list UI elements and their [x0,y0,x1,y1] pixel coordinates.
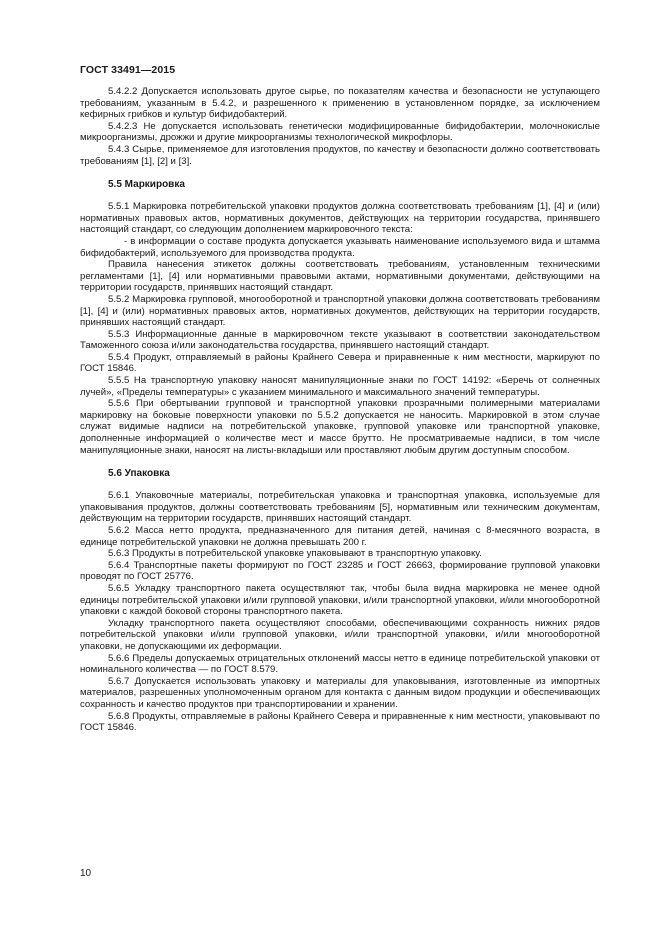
section-heading-marking: 5.5 Маркировка [108,179,185,191]
paragraph-5-6-8: 5.6.8 Продукты, отправляемые в районы Крайнего Севера и приравненные к ним местности, упаковывают по ГОСТ 15846. [80,710,600,734]
paragraph-label-rules: Правила нанесения этикеток должны соответствовать требованиям, установленным техническими регламентами [1], [4] или нормативными правовыми актами, нормативными документами, действующими на территории государств, принявших настоящий стандарт. [80,259,600,294]
paragraph-5-4-2-2: 5.4.2.2 Допускается использовать другое сырье, по показателям качества и безопасности не уступающего требованиям, указанным в 5.4.2, и разрешенного к применению в установленном порядке, за исключением кефирных грибков и культур бифидобактерий. [80,86,600,121]
document-header: ГОСТ 33491—2015 [80,64,176,76]
paragraph-5-6-1: 5.6.1 Упаковочные материалы, потребительская упаковка и транспортная упаковка, используемые для упаковывания продуктов, должны соответствовать требованиям [5], нормативным или техническим документам, действующим на территории государств, принявших настоящий стандарт. [80,490,600,525]
paragraph-5-5-2: 5.5.2 Маркировка групповой, многооборотной и транспортной упаковки должна соответствовать требованиям [1], [4] и (или) нормативных правовых актов, нормативных документов, действующих на территории государств, принявших настоящий стандарт. [80,293,600,329]
page-number: 10 [80,868,92,879]
paragraph-5-5-1: 5.5.1 Маркировка потребительской упаковки продуктов должна соответствовать требованиям [1], [4] и (или) нормативных правовых актов, нормативных документов, действующих на территории государства, принявшего настоящий стандарт, со следующим дополнением маркировочного текста: [80,201,600,236]
section-heading-packaging: 5.6 Упаковка [108,468,170,480]
paragraph-5-4-2-3: 5.4.2.3 Не допускается использовать генетически модифицированные бифидобактерии, молочнокислые микроорганизмы, дрожжи и другие микроорганизмы технологической микрофлоры. [80,120,600,144]
paragraph-5-5-5: 5.5.5 На транспортную упаковку наносят манипуляционные знаки по ГОСТ 14192: «Беречь от солнечных лучей», «Пределы температуры» с указанием минимального и максимального значений температуры. [80,375,600,398]
paragraph-5-5-3: 5.5.3 Информационные данные в маркировочном тексте указывают в соответствии законодательством Таможенного союза и/или законодательства государства, принявшего настоящий стандарт. [80,328,600,352]
paragraph-5-6-7: 5.6.7 Допускается использовать упаковку и материалы для упаковывания, изготовленные из импортных материалов, разрешенных уполномоченным органом для контакта с данным видом продукции и обеспечивающих сохранность и качество продуктов при транспортировании и хранении. [80,675,600,710]
paragraph-bullet-composition: - в информации о составе продукта допускается указывать наименование используемого вида и штамма бифидобактерий, используемого для производства продукта. [80,235,600,259]
paragraph-5-6-4: 5.6.4 Транспортные пакеты формируют по ГОСТ 23285 и ГОСТ 26663, формирование групповой упаковки проводят по ГОСТ 25776. [80,559,600,583]
document-body [80,86,600,734]
paragraph-5-4-3: 5.4.3 Сырье, применяемое для изготовления продуктов, по качеству и безопасности должно соответствовать требованиям [1], [2] и [3]. [80,143,600,167]
paragraph-5-6-6: 5.6.6 Пределы допускаемых отрицательных отклонений массы нетто в единице потребительской упаковки от номинального количества — по ГОСТ 8.579. [80,652,600,676]
paragraph-5-5-6: 5.5.6 При обертывании групповой и транспортной упаковки прозрачными полимерными материалами маркировку на боковые поверхности упаковки по 5.5.2 допускается не наносить. Маркировкой в этом случае служат видимые надписи на потребительской упаковке, групповой упаковке или транспортной упаковке, дополненные информацией о количестве мест и массе брутто. Не просматриваемые надписи, в том числе манипуляционные знаки, наносят на листы-вкладыши или проставляют любым другим доступным способом. [80,398,600,456]
paragraph-5-5-4: 5.5.4 Продукт, отправляемый в районы Крайнего Севера и приравненные к ним местности, маркируют по ГОСТ 15846. [80,351,600,375]
paragraph-5-6-2: 5.6.2 Масса нетто продукта, предназначенного для питания детей, начиная с 8-месячного возраста, в единице потребительской упаковки не должна превышать 200 г. [80,525,600,548]
paragraph-pallet-stacking: Укладку транспортного пакета осуществляют способами, обеспечивающими сохранность нижних рядов потребительской упаковки и/или групповой упаковки, и/или транспортной упаковки, и/или многооборотной упаковки, не допускающими их деформации. [80,617,600,652]
paragraph-5-6-3: 5.6.3 Продукты в потребительской упаковке упаковывают в транспортную упаковку. [108,548,482,560]
paragraph-5-6-5: 5.6.5 Укладку транспортного пакета осуществляют так, чтобы была видна маркировка не менее одной единицы потребительской упаковки и/или групповой упаковки, и/или транспортной упаковки, и/или многооборотной упаковки с каждой боковой стороны транспортного пакета. [80,582,600,618]
